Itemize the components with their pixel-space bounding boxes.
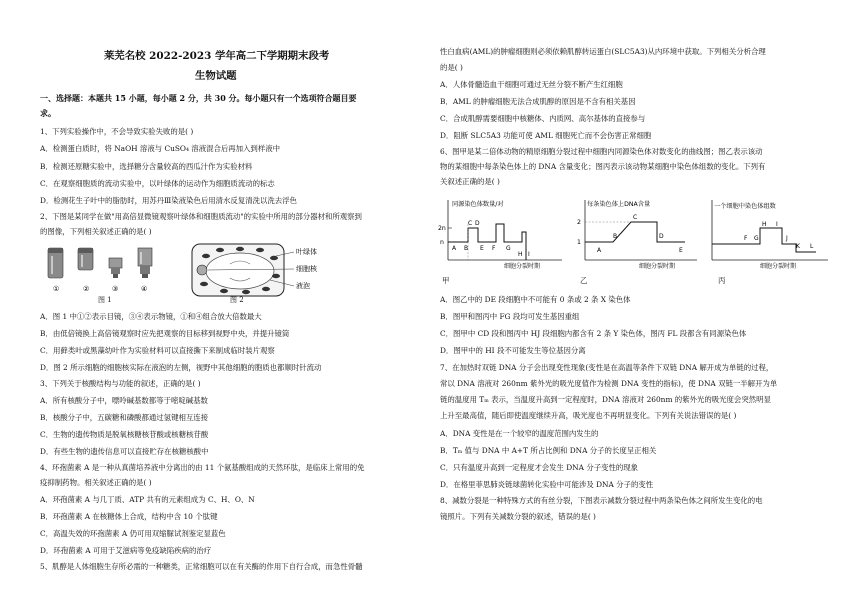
lens-label-1: ① xyxy=(53,285,60,293)
section-heading-line2: 求。 xyxy=(40,108,56,118)
q4-stem-line2: 疫抑制药物。相关叙述正确的是( ) xyxy=(40,478,152,487)
jia-point-B: B xyxy=(464,245,469,252)
jia-ytick-n: n xyxy=(440,239,444,246)
yi-point-B: B xyxy=(613,233,618,240)
lens-3 xyxy=(109,258,122,278)
q5-option-b: B．AML 的肿瘤细胞无法合成肌醇的原因是不含有相关基因 xyxy=(440,97,636,106)
q7-stem-line1: 7、在加热时双链 DNA 分子会出现变性现象(变性是在高温等条件下双链 DNA 解开成为单链的过程， xyxy=(440,363,774,372)
figure-2-cell xyxy=(190,242,330,298)
q2-stem-line2: 的图像，下列相关叙述正确的是( ) xyxy=(40,227,152,236)
q2-option-c: C．用藓类叶或黑藻幼叶作为实验材料可以直接撕下来制成临时装片观察 xyxy=(40,346,275,355)
vacuole xyxy=(206,253,274,289)
jia-point-E: E xyxy=(480,245,484,252)
q7-option-c: C．只有温度升高到一定程度才会发生 DNA 分子变性的现象 xyxy=(440,463,639,472)
jia-point-F: F xyxy=(492,245,496,252)
label-nucleus: 细胞核 xyxy=(296,265,317,273)
yi-point-A: A xyxy=(597,247,602,254)
q7-stem-line4: 上升至最高值，随后即使温度继续升高，吸光度也不再明显变化。下列有关说法错误的是( ) xyxy=(440,411,737,420)
lens-2 xyxy=(78,248,93,270)
nucleus xyxy=(197,265,207,275)
jia-point-D: D xyxy=(475,220,480,227)
bing-point-H: H xyxy=(762,221,767,228)
label-vacuole: 液泡 xyxy=(296,282,310,290)
jia-xlabel: 细胞分裂时期 xyxy=(504,263,541,270)
q3-option-b: B．核酸分子中，五碳糖和磷酸都通过氢键相互连接 xyxy=(40,413,209,422)
jia-point-C: C xyxy=(468,220,473,227)
yi-point-C: C xyxy=(633,214,638,221)
caption-jia: 甲 xyxy=(442,276,450,285)
jia-point-G: G xyxy=(506,245,511,252)
q1-option-a: A．检测蛋白质时，将 NaOH 溶液与 CuSO₄ 溶液混合后再加入到样液中 xyxy=(40,144,280,153)
bing-ylabel: 一个细胞中染色体组数 xyxy=(714,203,776,210)
q5-option-a: A．人体骨髓造血干细胞可通过无丝分裂不断产生红细胞 xyxy=(440,80,623,89)
q1-stem: 1、下列实验操作中，不会导致实验失败的是( ) xyxy=(40,127,194,136)
bing-point-K: K xyxy=(796,243,800,250)
chart-bing xyxy=(706,196,834,270)
figure-1-caption: 图 1 xyxy=(98,296,112,304)
jia-ylabel: 同源染色体数量/对 xyxy=(452,201,504,208)
yi-ylabel: 每条染色体上DNA含量 xyxy=(587,201,651,208)
q1-option-c: C．在观察细胞质的流动实验中，以叶绿体的运动作为细胞质流动的标志 xyxy=(40,179,275,188)
q7-option-b: B．Tₘ 值与 DNA 中 A+T 所占比例和 DNA 分子的长度呈正相关 xyxy=(440,446,657,455)
yi-ytick-2: 2 xyxy=(577,219,581,226)
q6-option-a: A．图乙中的 DE 段细胞中不可能有 0 条或 2 条 X 染色体 xyxy=(440,295,631,304)
q7-stem-line3: 链的温度用 Tₘ 表示，当温度升高到一定程度时，DNA 溶液对 260nm 的紫外光的吸光度会突然明显 xyxy=(440,395,771,404)
q2-option-a: A．图 1 中①②表示目镜，③④表示物镜，①和④组合放大倍数最大 xyxy=(40,312,262,321)
bing-xlabel: 细胞分裂时期 xyxy=(760,263,797,270)
q3-option-d: D．有些生物的遗传信息可以直接贮存在核糖核酸中 xyxy=(40,447,209,456)
bing-point-F: F xyxy=(744,235,748,242)
exam-title: 莱芜名校 2022-2023 学年高二下学期期末段考 xyxy=(104,50,330,62)
section-heading-line1: 一、选择题：本题共 15 小题，每小题 2 分，共 30 分。每小题只有一个选项符合题目要 xyxy=(40,93,357,103)
jia-point-A: A xyxy=(452,245,457,252)
lens-label-3: ③ xyxy=(112,285,119,293)
q5-option-c: C．合成肌醇需要细胞中核糖体、内质网、高尔基体的直接参与 xyxy=(440,114,646,123)
yi-xlabel: 细胞分裂时期 xyxy=(639,263,676,270)
q2-stem-line1: 2、下图是某同学在做"用高倍显微镜观察叶绿体和细胞质流动"的实验中所用的部分器材和所观察到 xyxy=(40,212,362,221)
lens-label-4: ④ xyxy=(141,285,148,293)
bing-point-G: G xyxy=(754,235,759,242)
jia-ytick-2n: 2n xyxy=(438,225,446,232)
q6-option-b: B．图甲和图丙中 FG 段均可发生基因重组 xyxy=(440,312,580,321)
caption-yi: 乙 xyxy=(580,276,588,285)
q6-stem-line3: 关叙述正确的是( ) xyxy=(440,177,500,186)
q6-option-c: C．图甲中 CD 段和图丙中 HJ 段细胞内都含有 2 条 Y 染色体，图丙 FL 段都含有同源染色体 xyxy=(440,329,747,338)
bing-point-J: J xyxy=(786,235,788,242)
yi-point-D: D xyxy=(659,233,664,240)
caption-bing: 丙 xyxy=(718,276,726,285)
exam-subtitle: 生物试题 xyxy=(195,70,237,82)
figure-2-caption: 图 2 xyxy=(230,296,244,304)
q6-stem-line1: 6、图甲是某二倍体动物的精原细胞分裂过程中细胞内同源染色体对数变化的曲线图；图乙表示该动 xyxy=(440,147,763,156)
jia-point-H: H xyxy=(518,251,523,258)
q7-option-d: D．在格里菲思肺炎链球菌转化实验中可能涉及 DNA 分子的变性 xyxy=(440,480,654,489)
q5-option-d: D．阻断 SLC5A3 功能可使 AML 细胞死亡而不会伤害正常细胞 xyxy=(440,131,652,140)
bing-point-I: I xyxy=(776,221,778,228)
q2-option-d: D．图 2 所示细胞的细胞核实际在液泡的左侧，视野中其他细胞的胞质也都顺时针流动 xyxy=(40,363,322,372)
q8-stem-line2: 镜照片。下列有关减数分裂的叙述，错误的是( ) xyxy=(440,512,596,521)
q3-stem: 3、下列关于核酸结构与功能的叙述，正确的是( ) xyxy=(40,379,201,388)
q7-option-a: A．DNA 变性是在一个较窄的温度范围内发生的 xyxy=(440,429,599,438)
q2-option-b: B．由低倍镜换上高倍镜观察时应先把观察的目标移到视野中央，并提升镜筒 xyxy=(40,329,290,338)
yi-ytick-1: 1 xyxy=(577,239,581,246)
q4-option-b: B．环孢菌素 A 在核糖体上合成，结构中含 10 个肽键 xyxy=(40,512,218,521)
label-chloroplast: 叶绿体 xyxy=(296,248,317,256)
lens-1 xyxy=(48,248,63,278)
q4-option-a: A．环孢菌素 A 与几丁质、ATP 共有的元素组成为 C、H、O、N xyxy=(40,495,255,504)
q4-option-d: D．环孢菌素 A 可用于艾滋病等免疫缺陷疾病的治疗 xyxy=(40,546,212,555)
q3-option-c: C．生物的遗传物质是脱氧核糖核苷酸或核糖核苷酸 xyxy=(40,430,209,439)
q8-stem-line1: 8、减数分裂是一种特殊方式的有丝分裂，下图表示减数分裂过程中两条染色体之间所发生变化的电 xyxy=(440,496,763,505)
q5-stem-line1: 5、肌醇是人体细胞生存所必需的一种糖类，正常细胞可以在有关酶的作用下自行合成，而急性骨髓 xyxy=(40,562,363,571)
yi-point-E: E xyxy=(679,247,683,254)
q1-option-b: B．检测还原糖实验中，选择糖分含量较高的西瓜汁作为实验材料 xyxy=(40,162,253,171)
q1-option-d: D．检测花生子叶中的脂肪时，用苏丹Ⅲ染液染色后用清水反复清洗以洗去浮色 xyxy=(40,196,297,205)
figure-1-lenses xyxy=(42,244,172,302)
q6-stem-line2: 物的某细胞中每条染色体上的 DNA 含量变化；图丙表示该动物某细胞中染色体组数的变化。下列有 xyxy=(440,162,766,171)
q6-option-d: D．图甲中的 HI 段不可能发生等位基因分离 xyxy=(440,346,586,355)
jia-point-I: I xyxy=(528,251,530,258)
bing-point-L: L xyxy=(810,243,814,250)
q5-stem-line3: 的是( ) xyxy=(440,63,463,72)
lens-label-2: ② xyxy=(83,285,90,293)
q4-option-c: C．高温失效的环孢菌素 A 仍可用双缩脲试剂鉴定显蓝色 xyxy=(40,529,226,538)
chart-jia xyxy=(440,196,568,270)
chart-yi xyxy=(573,196,703,270)
lens-4 xyxy=(138,248,152,278)
q5-stem-line2: 性白血病(AML)的肿瘤细胞则必须依赖肌醇转运蛋白(SLC5A3)从内环境中获取。下列相关分析合理 xyxy=(440,47,766,56)
q7-stem-line2: 常以 DNA 溶液对 260nm 紫外光的吸光度值作为检测 DNA 变性的指标)，使 DNA 双链一半解开为单 xyxy=(440,379,778,388)
q3-option-a: A．所有核酸分子中，嘌呤碱基数都等于嘧啶碱基数 xyxy=(40,396,208,405)
q4-stem-line1: 4、环孢菌素 A 是一种从真菌培养液中分离出的由 11 个氨基酸组成的天然环肽，是临床上常用的免 xyxy=(40,463,365,472)
